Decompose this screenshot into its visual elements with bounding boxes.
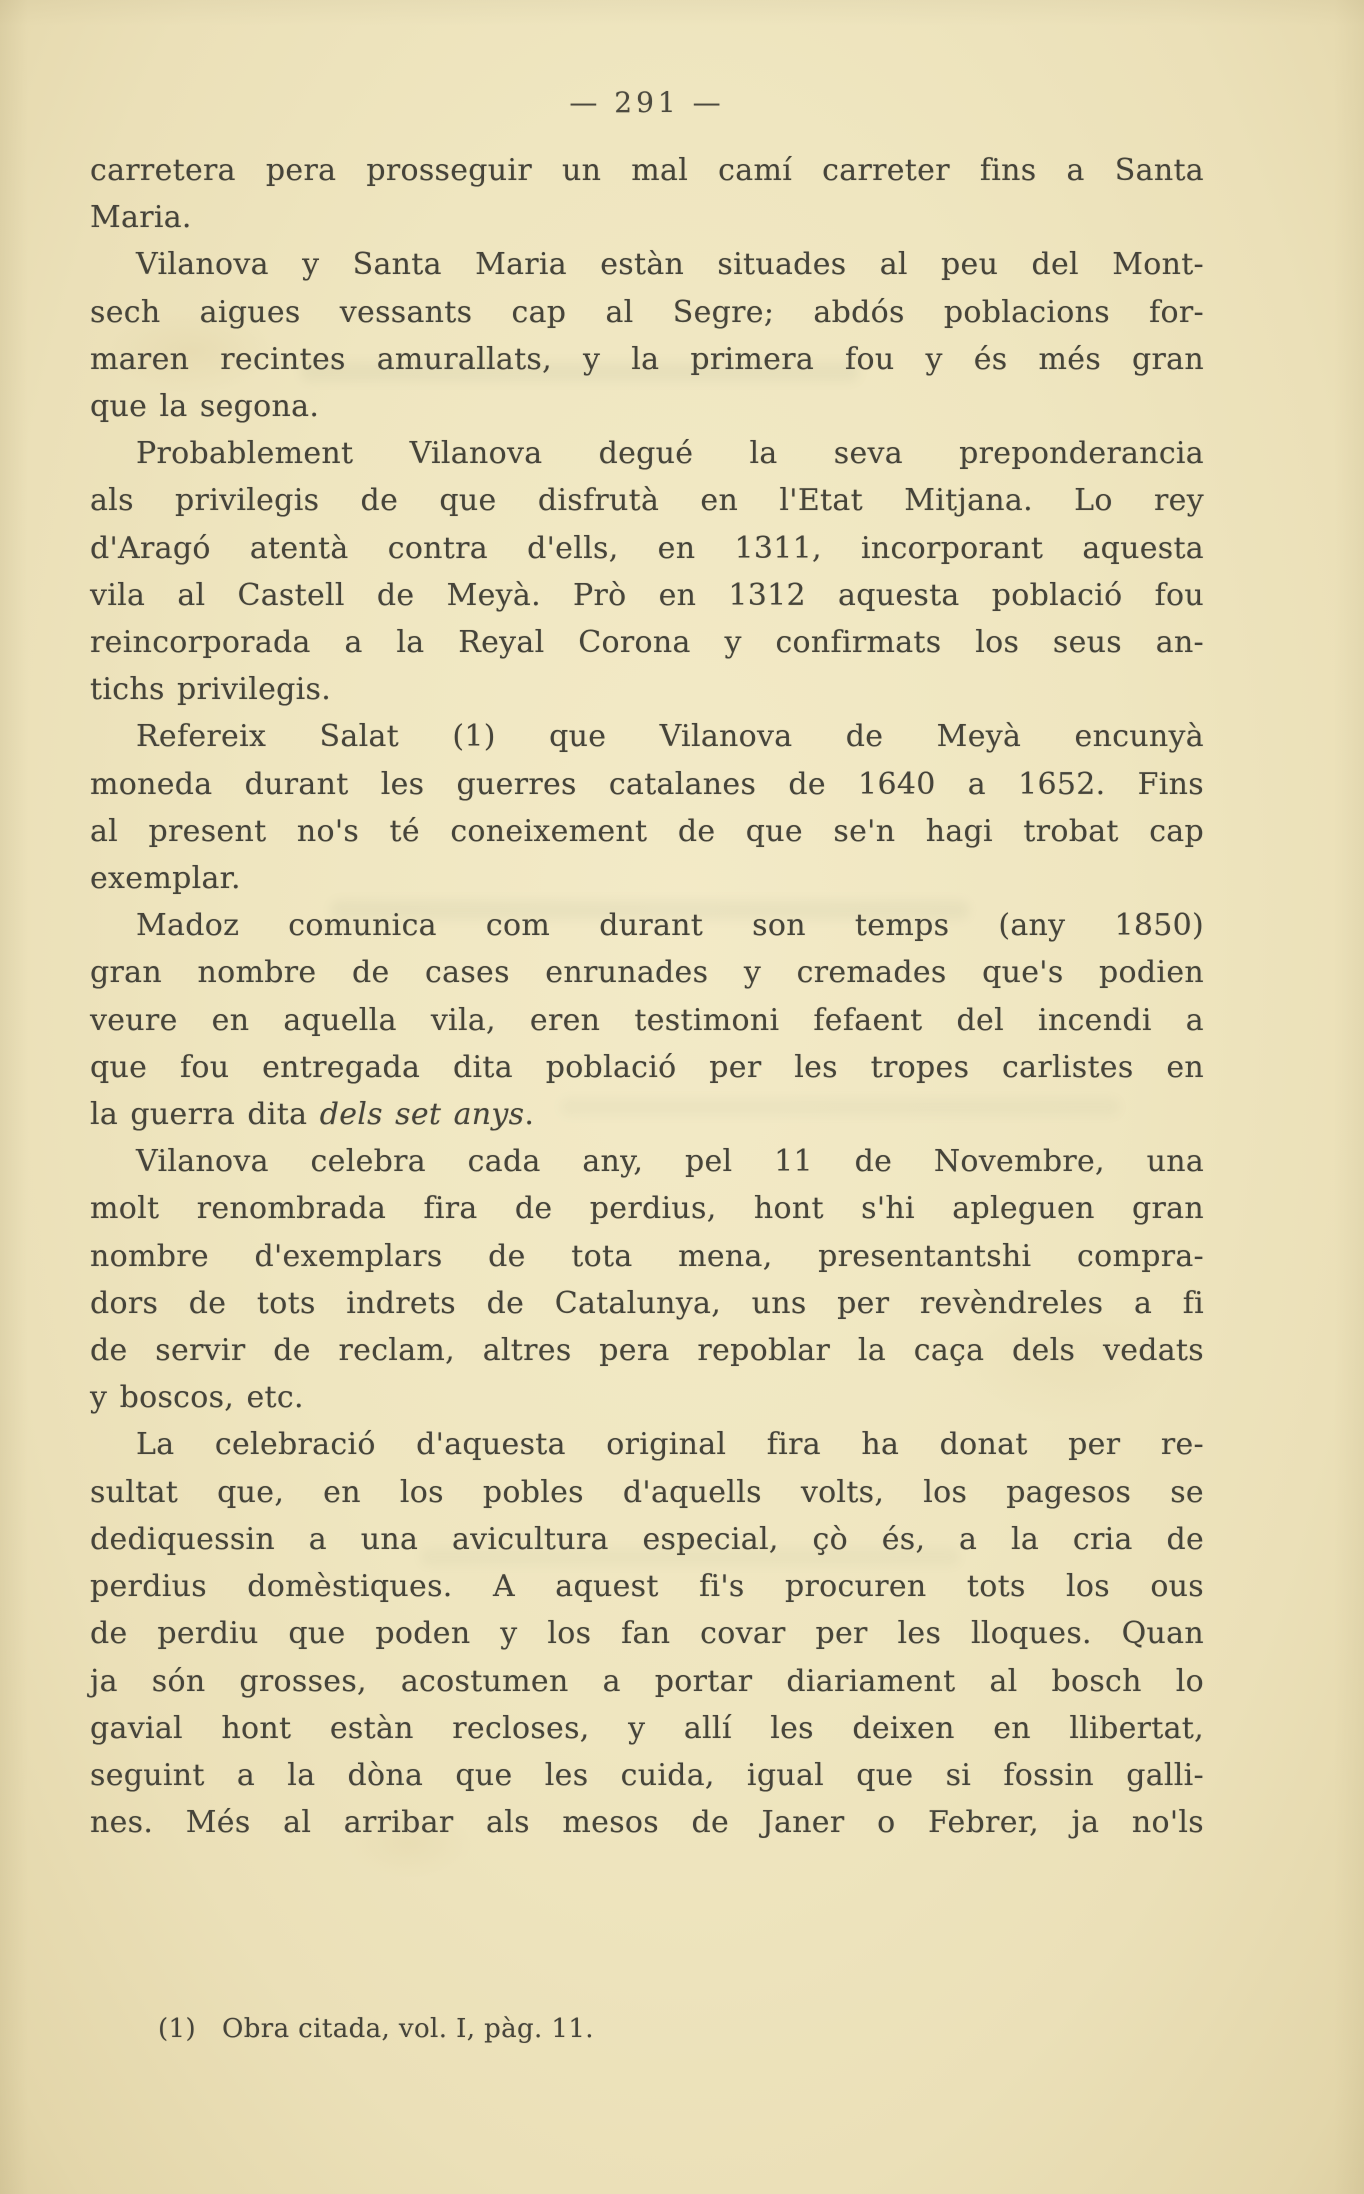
text-line: [90, 1185, 1204, 1232]
text-segment: carretera pera prosseguir un mal camí carreter fins a Santa: [90, 153, 1204, 188]
text-segment: Maria.: [90, 200, 192, 236]
text-line: [90, 1233, 1204, 1280]
text-line: [90, 147, 1204, 194]
text-segment: que fou entregada dita població per les tropes carlistes en: [90, 1049, 1204, 1085]
text-line: [90, 808, 1204, 855]
text-segment: de perdiu que poden y los fan covar per les lloques. Quan: [90, 1616, 1204, 1652]
text-segment: que la segona.: [90, 389, 320, 425]
italic-phrase: dels set anys: [319, 1097, 525, 1133]
footnote-text: Obra citada, vol. I, pàg. 11.: [222, 2014, 594, 2044]
text-segment: molt renombrada fira de perdius, hont s'hi apleguen gran: [90, 1191, 1204, 1227]
text-segment: Madoz comunica com durant son temps (any 1850): [136, 908, 1204, 944]
footnote: [158, 2014, 594, 2044]
text-line: [90, 336, 1204, 383]
text-line: [90, 1610, 1204, 1657]
text-segment: gran nombre de cases enrunades y cremades que's podien: [90, 955, 1204, 991]
page-number: — 291 —: [569, 86, 725, 119]
text-line: [90, 1705, 1204, 1752]
text-segment: moneda durant les guerres catalanes de 1640 a 1652. Fins: [90, 766, 1204, 802]
text-segment: perdius domèstiques. A aquest fi's procuren tots los ous: [90, 1569, 1204, 1605]
text-line: [90, 1421, 1204, 1468]
text-segment: sech aigues vessants cap al Segre; abdós poblacions for-: [90, 294, 1204, 330]
page-body: [90, 147, 1204, 1846]
text-line: [90, 383, 1204, 430]
text-segment: maren recintes amurallats, y la primera fou y és més gran: [90, 341, 1204, 377]
text-segment: ja són grosses, acostumen a portar diariament al bosch lo: [90, 1663, 1204, 1699]
text-segment: dors de tots indrets de Catalunya, uns per revèndreles a fi: [90, 1285, 1204, 1321]
text-line: [90, 1563, 1204, 1610]
text-line: [90, 241, 1204, 288]
text-segment: La celebració d'aquesta original fira ha donat per re-: [136, 1427, 1204, 1463]
text-segment: d'Aragó atentà contra d'ells, en 1311, incorporant aquesta: [90, 530, 1204, 566]
text-line: [90, 761, 1204, 808]
text-line: [90, 477, 1204, 524]
text-segment: al present no's té coneixement de que se'n hagi trobat cap: [90, 813, 1204, 849]
text-line: [90, 902, 1204, 949]
text-line: [90, 289, 1204, 336]
text-line: [90, 1799, 1204, 1846]
text-segment: sultat que, en los pobles d'aquells volts, los pagesos se: [90, 1474, 1204, 1510]
text-segment: exemplar.: [90, 861, 241, 897]
footnote-label: (1): [158, 2014, 197, 2044]
text-segment: y boscos, etc.: [90, 1380, 304, 1416]
text-segment: Refereix Salat (1) que Vilanova de Meyà encunyà: [136, 719, 1204, 755]
text-segment: tichs privilegis.: [90, 672, 332, 708]
text-line: [90, 1752, 1204, 1799]
text-segment: reincorporada a la Reyal Corona y confirmats los seus an-: [90, 625, 1204, 661]
text-line: [90, 1044, 1204, 1091]
text-segment: vila al Castell de Meyà. Prò en 1312 aquesta població fou: [90, 577, 1204, 613]
text-segment: gavial hont estàn recloses, y allí les deixen en llibertat,: [90, 1710, 1204, 1746]
text-line: [90, 525, 1204, 572]
text-line: [90, 1280, 1204, 1327]
text-line: [90, 1138, 1204, 1185]
text-line: [90, 1516, 1204, 1563]
text-line: [90, 1091, 1204, 1138]
text-line: [90, 572, 1204, 619]
text-segment: nes. Més al arribar als mesos de Janer o Febrer, ja no'ls: [90, 1805, 1204, 1841]
text-line: [90, 666, 1204, 713]
text-line: [90, 194, 1204, 241]
text-segment: Probablement Vilanova degué la seva preponderancia: [136, 436, 1204, 472]
text-line: [90, 713, 1204, 760]
text-segment: als privilegis de que disfrutà en l'Etat Mitjana. Lo rey: [90, 483, 1204, 519]
text-segment: dediquessin a una avicultura especial, çò és, a la cria de: [90, 1521, 1204, 1557]
text-segment: .: [524, 1097, 535, 1133]
text-line: [90, 1327, 1204, 1374]
text-segment: seguint a la dòna que les cuida, igual que si fossin galli-: [90, 1757, 1204, 1793]
text-line: [90, 619, 1204, 666]
text-segment: la guerra dita: [90, 1097, 320, 1133]
text-segment: nombre d'exemplars de tota mena, presentantshi compra-: [90, 1238, 1204, 1274]
text-segment: Vilanova celebra cada any, pel 11 de Novembre, una: [136, 1144, 1204, 1180]
text-line: [90, 855, 1204, 902]
text-line: [90, 1658, 1204, 1705]
text-line: [90, 949, 1204, 996]
text-line: [90, 997, 1204, 1044]
text-line: [90, 1469, 1204, 1516]
text-line: [90, 430, 1204, 477]
text-line: [90, 1374, 1204, 1421]
text-segment: veure en aquella vila, eren testimoni fefaent del incendi a: [90, 1002, 1204, 1038]
text-segment: de servir de reclam, altres pera repoblar la caça dels vedats: [90, 1333, 1204, 1369]
text-segment: Vilanova y Santa Maria estàn situades al peu del Mont-: [136, 247, 1204, 283]
